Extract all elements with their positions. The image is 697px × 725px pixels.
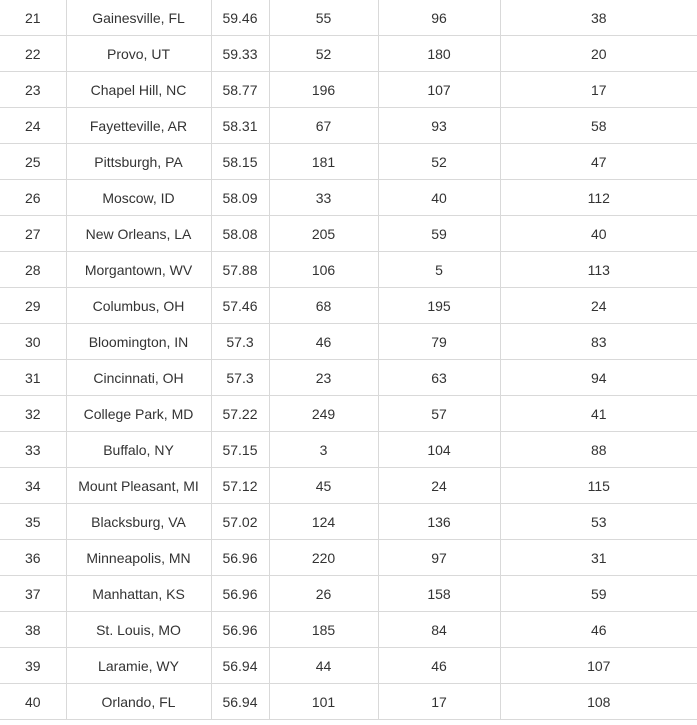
value-b-cell: 195	[378, 288, 500, 324]
rank-cell: 26	[0, 180, 66, 216]
value-c-cell: 20	[500, 36, 697, 72]
rank-cell: 24	[0, 108, 66, 144]
value-c-cell: 46	[500, 612, 697, 648]
value-a-cell: 124	[269, 504, 378, 540]
score-cell: 57.15	[211, 432, 269, 468]
value-a-cell: 220	[269, 540, 378, 576]
rank-cell: 27	[0, 216, 66, 252]
score-cell: 58.15	[211, 144, 269, 180]
city-cell: Buffalo, NY	[66, 432, 211, 468]
value-a-cell: 205	[269, 216, 378, 252]
score-cell: 56.96	[211, 612, 269, 648]
city-cell: Cincinnati, OH	[66, 360, 211, 396]
table-row	[0, 648, 697, 684]
value-b-cell: 93	[378, 108, 500, 144]
value-c-cell: 94	[500, 360, 697, 396]
rank-cell: 36	[0, 540, 66, 576]
rank-cell: 40	[0, 684, 66, 720]
value-a-cell: 106	[269, 252, 378, 288]
value-b-cell: 158	[378, 576, 500, 612]
value-c-cell: 41	[500, 396, 697, 432]
city-cell: Bloomington, IN	[66, 324, 211, 360]
value-c-cell: 83	[500, 324, 697, 360]
score-cell: 58.31	[211, 108, 269, 144]
table-row	[0, 216, 697, 252]
value-c-cell: 17	[500, 72, 697, 108]
city-cell: St. Louis, MO	[66, 612, 211, 648]
city-cell: College Park, MD	[66, 396, 211, 432]
score-cell: 59.46	[211, 0, 269, 36]
value-c-cell: 38	[500, 0, 697, 36]
value-b-cell: 63	[378, 360, 500, 396]
value-b-cell: 24	[378, 468, 500, 504]
value-c-cell: 24	[500, 288, 697, 324]
value-a-cell: 45	[269, 468, 378, 504]
value-a-cell: 3	[269, 432, 378, 468]
value-c-cell: 58	[500, 108, 697, 144]
value-a-cell: 46	[269, 324, 378, 360]
score-cell: 56.94	[211, 684, 269, 720]
value-b-cell: 96	[378, 0, 500, 36]
score-cell: 56.96	[211, 540, 269, 576]
table-row	[0, 360, 697, 396]
rank-cell: 32	[0, 396, 66, 432]
city-cell: Pittsburgh, PA	[66, 144, 211, 180]
score-cell: 56.94	[211, 648, 269, 684]
score-cell: 57.46	[211, 288, 269, 324]
value-a-cell: 185	[269, 612, 378, 648]
value-b-cell: 84	[378, 612, 500, 648]
city-cell: Orlando, FL	[66, 684, 211, 720]
rank-cell: 21	[0, 0, 66, 36]
rank-cell: 31	[0, 360, 66, 396]
value-c-cell: 108	[500, 684, 697, 720]
table-row	[0, 504, 697, 540]
score-cell: 57.3	[211, 360, 269, 396]
value-b-cell: 46	[378, 648, 500, 684]
score-cell: 58.09	[211, 180, 269, 216]
value-a-cell: 68	[269, 288, 378, 324]
value-b-cell: 59	[378, 216, 500, 252]
value-a-cell: 181	[269, 144, 378, 180]
value-a-cell: 44	[269, 648, 378, 684]
table-row	[0, 288, 697, 324]
value-b-cell: 97	[378, 540, 500, 576]
value-a-cell: 52	[269, 36, 378, 72]
rank-cell: 22	[0, 36, 66, 72]
city-cell: Fayetteville, AR	[66, 108, 211, 144]
city-cell: Minneapolis, MN	[66, 540, 211, 576]
rank-cell: 37	[0, 576, 66, 612]
score-cell: 58.08	[211, 216, 269, 252]
value-a-cell: 101	[269, 684, 378, 720]
table-row	[0, 324, 697, 360]
value-b-cell: 5	[378, 252, 500, 288]
value-b-cell: 136	[378, 504, 500, 540]
value-c-cell: 59	[500, 576, 697, 612]
city-cell: New Orleans, LA	[66, 216, 211, 252]
table-row	[0, 684, 697, 720]
value-b-cell: 180	[378, 36, 500, 72]
table-row	[0, 612, 697, 648]
city-cell: Blacksburg, VA	[66, 504, 211, 540]
rank-cell: 23	[0, 72, 66, 108]
value-a-cell: 33	[269, 180, 378, 216]
value-c-cell: 115	[500, 468, 697, 504]
rank-cell: 38	[0, 612, 66, 648]
table-row	[0, 252, 697, 288]
city-cell: Chapel Hill, NC	[66, 72, 211, 108]
value-b-cell: 107	[378, 72, 500, 108]
value-c-cell: 113	[500, 252, 697, 288]
score-cell: 57.02	[211, 504, 269, 540]
value-c-cell: 88	[500, 432, 697, 468]
table-row	[0, 432, 697, 468]
score-cell: 59.33	[211, 36, 269, 72]
value-a-cell: 23	[269, 360, 378, 396]
table-row	[0, 576, 697, 612]
value-a-cell: 55	[269, 0, 378, 36]
value-a-cell: 67	[269, 108, 378, 144]
score-cell: 56.96	[211, 576, 269, 612]
table-row	[0, 0, 697, 36]
city-cell: Gainesville, FL	[66, 0, 211, 36]
value-b-cell: 17	[378, 684, 500, 720]
city-cell: Provo, UT	[66, 36, 211, 72]
value-a-cell: 26	[269, 576, 378, 612]
value-b-cell: 52	[378, 144, 500, 180]
city-cell: Mount Pleasant, MI	[66, 468, 211, 504]
value-b-cell: 57	[378, 396, 500, 432]
score-cell: 58.77	[211, 72, 269, 108]
rank-cell: 35	[0, 504, 66, 540]
value-c-cell: 53	[500, 504, 697, 540]
rank-cell: 30	[0, 324, 66, 360]
value-a-cell: 249	[269, 396, 378, 432]
table-row	[0, 180, 697, 216]
score-cell: 57.22	[211, 396, 269, 432]
table-row	[0, 396, 697, 432]
rank-cell: 39	[0, 648, 66, 684]
value-c-cell: 107	[500, 648, 697, 684]
city-cell: Morgantown, WV	[66, 252, 211, 288]
city-cell: Laramie, WY	[66, 648, 211, 684]
value-b-cell: 104	[378, 432, 500, 468]
score-cell: 57.3	[211, 324, 269, 360]
value-a-cell: 196	[269, 72, 378, 108]
table-row	[0, 108, 697, 144]
table-row	[0, 468, 697, 504]
rank-cell: 25	[0, 144, 66, 180]
value-b-cell: 40	[378, 180, 500, 216]
score-cell: 57.88	[211, 252, 269, 288]
table-row	[0, 144, 697, 180]
rank-cell: 28	[0, 252, 66, 288]
city-cell: Columbus, OH	[66, 288, 211, 324]
score-cell: 57.12	[211, 468, 269, 504]
value-c-cell: 40	[500, 216, 697, 252]
city-cell: Moscow, ID	[66, 180, 211, 216]
value-c-cell: 47	[500, 144, 697, 180]
table-row	[0, 36, 697, 72]
rank-cell: 33	[0, 432, 66, 468]
table-row	[0, 540, 697, 576]
value-b-cell: 79	[378, 324, 500, 360]
rank-cell: 34	[0, 468, 66, 504]
rank-cell: 29	[0, 288, 66, 324]
value-c-cell: 31	[500, 540, 697, 576]
table-row	[0, 72, 697, 108]
city-cell: Manhattan, KS	[66, 576, 211, 612]
value-c-cell: 112	[500, 180, 697, 216]
